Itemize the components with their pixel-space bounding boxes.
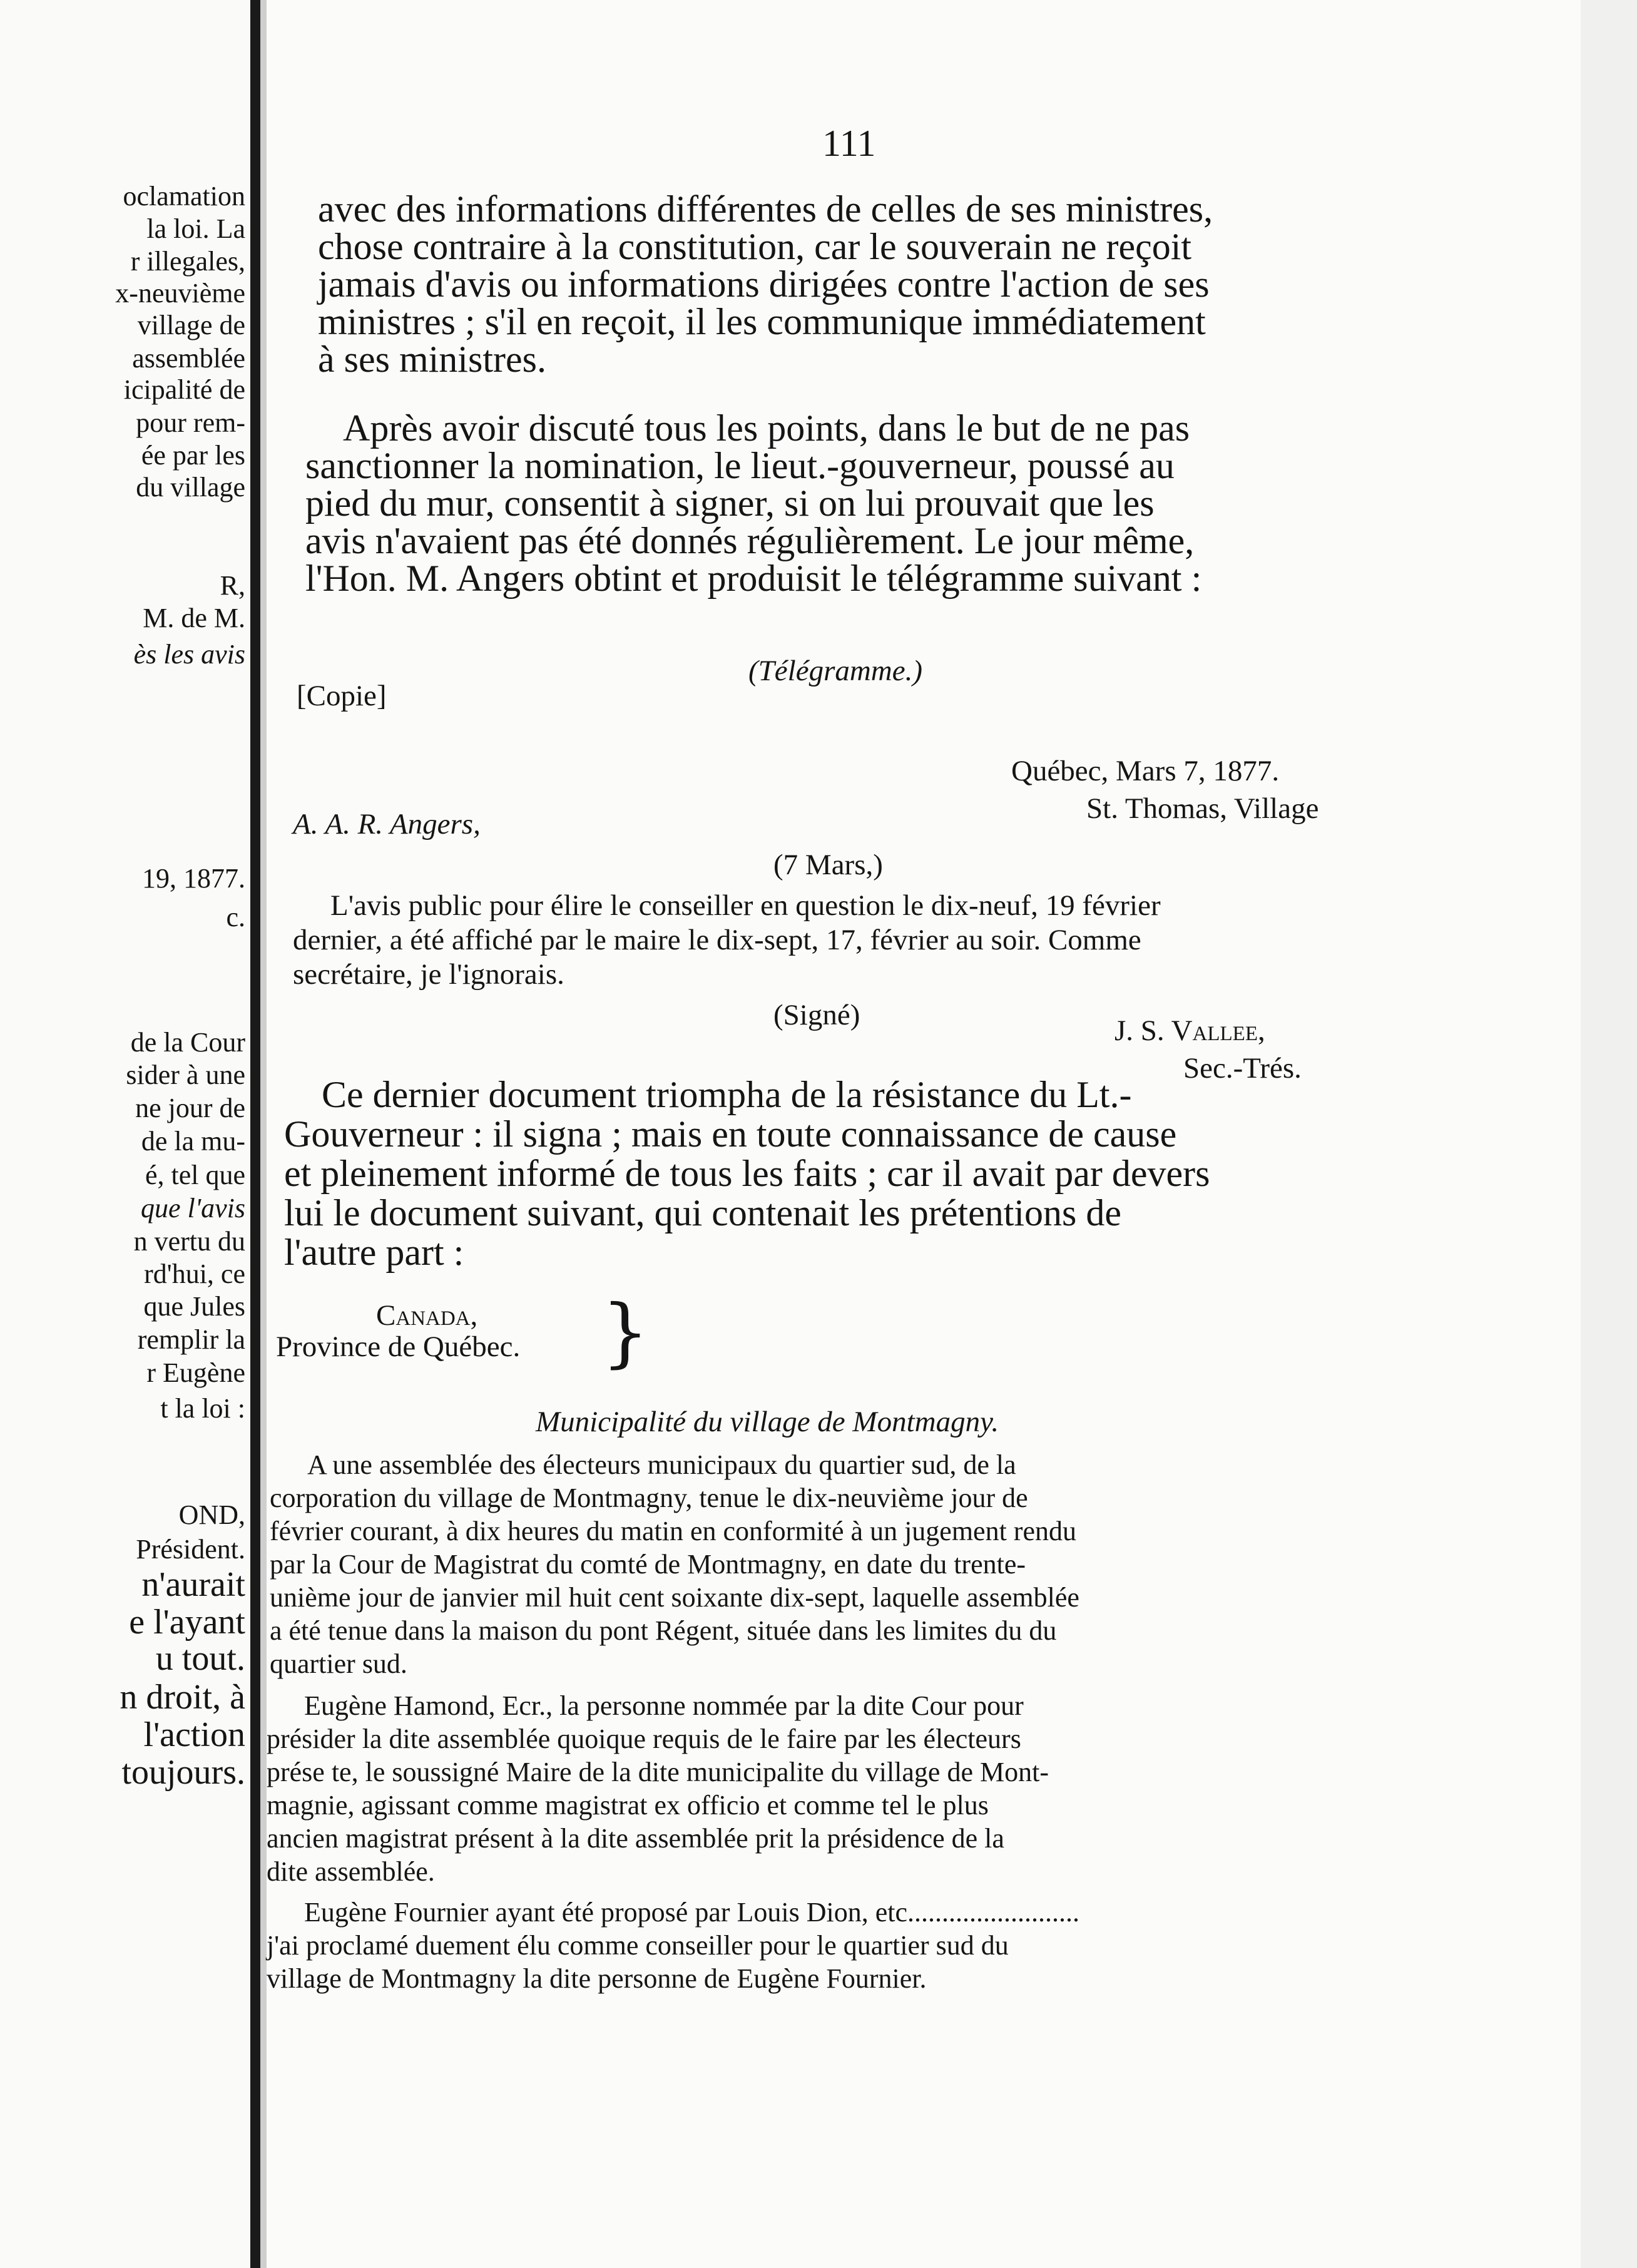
doc-para2-line: présider la dite assemblée quoique requis de le faire par les électeurs bbox=[267, 1724, 1021, 1754]
facing-page-line: la loi. La bbox=[146, 213, 245, 244]
facing-page-line: ée par les bbox=[141, 440, 245, 471]
para3-line: Ce dernier document triompha de la résistance du Lt.- bbox=[322, 1074, 1132, 1115]
para1-line: avec des informations différentes de celles de ses ministres, bbox=[318, 188, 1213, 230]
telegram-place-date: Québec, Mars 7, 1877. bbox=[1011, 755, 1280, 787]
telegram-signed: (Signé) bbox=[773, 999, 860, 1031]
doc-para2-line: magnie, agissant comme magistrat ex officio et comme tel le plus bbox=[267, 1790, 989, 1821]
doc-para1-line: unième jour de janvier mil huit cent soixante dix-sept, laquelle assemblée bbox=[270, 1582, 1079, 1613]
brace-symbol: } bbox=[601, 1289, 650, 1376]
telegram-copy-label: [Copie] bbox=[297, 680, 387, 712]
facing-page-line: 19, 1877. bbox=[142, 863, 245, 894]
facing-page-line: remplir la bbox=[137, 1324, 245, 1355]
facing-page-line: du village bbox=[136, 472, 245, 503]
facing-page-line: u tout. bbox=[155, 1639, 245, 1678]
facing-page-line: ne jour de bbox=[135, 1093, 245, 1123]
para3-line: Gouverneur : il signa ; mais en toute connaissance de cause bbox=[284, 1113, 1177, 1155]
telegram-body-line: dernier, a été affiché par le maire le dix-sept, 17, février au soir. Comme bbox=[293, 924, 1141, 956]
telegram-body-line: L'avis public pour élire le conseiller en question le dix-neuf, 19 février bbox=[330, 889, 1161, 922]
para2-line: Après avoir discuté tous les points, dans le but de ne pas bbox=[343, 407, 1190, 449]
facing-page-line: oclamation bbox=[123, 181, 245, 212]
para1-line: à ses ministres. bbox=[318, 339, 546, 380]
facing-page-line: de la Cour bbox=[130, 1027, 245, 1058]
para1-line: ministres ; s'il en reçoit, il les communique immédiatement bbox=[318, 301, 1206, 342]
telegram-signer-name: J. S. Vallee, bbox=[1114, 1014, 1265, 1047]
facing-page-line: que l'avis bbox=[140, 1193, 245, 1223]
facing-page-line: c. bbox=[226, 902, 245, 932]
para3-line: lui le document suivant, qui contenait les prétentions de bbox=[284, 1192, 1122, 1234]
facing-page-fragment bbox=[0, 0, 250, 2268]
facing-page-line: r Eugène bbox=[146, 1357, 245, 1388]
facing-page-line: M. de M. bbox=[143, 603, 245, 633]
doc-para2-line: Eugène Hamond, Ecr., la personne nommée par la dite Cour pour bbox=[304, 1690, 1024, 1721]
doc-para1-line: février courant, à dix heures du matin en conformité à un jugement rendu bbox=[270, 1516, 1076, 1546]
facing-page-line: rd'hui, ce bbox=[144, 1259, 245, 1289]
facing-page-line: n vertu du bbox=[133, 1226, 245, 1257]
telegram-body-line: secrétaire, je l'ignorais. bbox=[293, 958, 564, 991]
doc-para2-line: dite assemblée. bbox=[267, 1856, 435, 1887]
doc-para1-line: a été tenue dans la maison du pont Régent, située dans les limites du du bbox=[270, 1615, 1057, 1646]
document-page bbox=[267, 0, 1581, 2268]
facing-page-line: ès les avis bbox=[133, 639, 245, 670]
document-title: Municipalité du village de Montmagny. bbox=[536, 1406, 999, 1438]
page-number: 111 bbox=[822, 123, 876, 164]
gutter-shadow bbox=[260, 0, 267, 2268]
facing-page-line: n'aurait bbox=[141, 1565, 245, 1604]
facing-page-line: assemblée bbox=[132, 343, 245, 374]
para2-line: l'Hon. M. Angers obtint et produisit le télégramme suivant : bbox=[305, 558, 1202, 599]
telegram-origin: St. Thomas, Village bbox=[1086, 792, 1319, 825]
para2-line: sanctionner la nomination, le lieut.-gouverneur, poussé au bbox=[305, 445, 1175, 486]
facing-page-line: village de bbox=[137, 310, 245, 340]
facing-page-line: x-neuvième bbox=[115, 278, 245, 309]
doc-para3-line: village de Montmagny la dite personne de Eugène Fournier. bbox=[267, 1963, 927, 1994]
facing-page-line: t la loi : bbox=[160, 1393, 245, 1424]
facing-page-line: pour rem- bbox=[136, 407, 245, 438]
doc-para2-line: ancien magistrat présent à la dite assemblée prit la présidence de la bbox=[267, 1823, 1004, 1854]
document-province: Province de Québec. bbox=[276, 1331, 521, 1363]
facing-page-line: é, tel que bbox=[145, 1160, 245, 1190]
facing-page-line: de la mu- bbox=[141, 1126, 245, 1157]
facing-page-line: que Jules bbox=[143, 1291, 245, 1322]
doc-para1-line: quartier sud. bbox=[270, 1648, 407, 1679]
para2-line: pied du mur, consentit à signer, si on lui prouvait que les bbox=[305, 483, 1155, 524]
facing-page-line: e l'ayant bbox=[129, 1603, 245, 1642]
facing-page-line: n droit, à bbox=[120, 1678, 245, 1717]
telegram-date: (7 Mars,) bbox=[773, 849, 883, 881]
doc-para3-line: j'ai proclamé duement élu comme conseiller pour le quartier sud du bbox=[267, 1930, 1009, 1961]
telegram-heading: (Télégramme.) bbox=[748, 655, 923, 687]
facing-page-line: icipalité de bbox=[123, 374, 245, 405]
para1-line: jamais d'avis ou informations dirigées contre l'action de ses bbox=[318, 263, 1210, 305]
para1-line: chose contraire à la constitution, car le souverain ne reçoit bbox=[318, 226, 1192, 267]
book-gutter bbox=[250, 0, 260, 2268]
facing-page-line: OND, bbox=[178, 1499, 245, 1530]
facing-page-line: l'action bbox=[143, 1715, 245, 1754]
para2-line: avis n'avaient pas été donnés régulièrement. Le jour même, bbox=[305, 520, 1195, 561]
doc-para1-line: corporation du village de Montmagny, tenue le dix-neuvième jour de bbox=[270, 1483, 1028, 1513]
doc-para3-line: Eugène Fournier ayant été proposé par Louis Dion, etc......................... bbox=[304, 1897, 1080, 1928]
doc-para1-line: par la Cour de Magistrat du comté de Montmagny, en date du trente- bbox=[270, 1549, 1026, 1580]
telegram-signer-title: Sec.-Trés. bbox=[1183, 1052, 1302, 1085]
facing-page-line: R, bbox=[220, 570, 245, 601]
doc-para2-line: prése te, le soussigné Maire de la dite municipalite du village de Mont- bbox=[267, 1757, 1049, 1787]
page-edge bbox=[1581, 0, 1637, 2268]
facing-page-line: sider à une bbox=[126, 1060, 245, 1090]
para3-line: l'autre part : bbox=[284, 1232, 464, 1273]
facing-page-line: toujours. bbox=[121, 1753, 245, 1792]
document-canada: Canada, bbox=[376, 1299, 478, 1332]
telegram-addressee: A. A. R. Angers, bbox=[293, 808, 481, 840]
facing-page-line: r illegales, bbox=[130, 246, 245, 277]
para3-line: et pleinement informé de tous les faits ; car il avait par devers bbox=[284, 1153, 1210, 1194]
doc-para1-line: A une assemblée des électeurs municipaux du quartier sud, de la bbox=[307, 1449, 1016, 1480]
facing-page-line: Président. bbox=[136, 1534, 245, 1565]
